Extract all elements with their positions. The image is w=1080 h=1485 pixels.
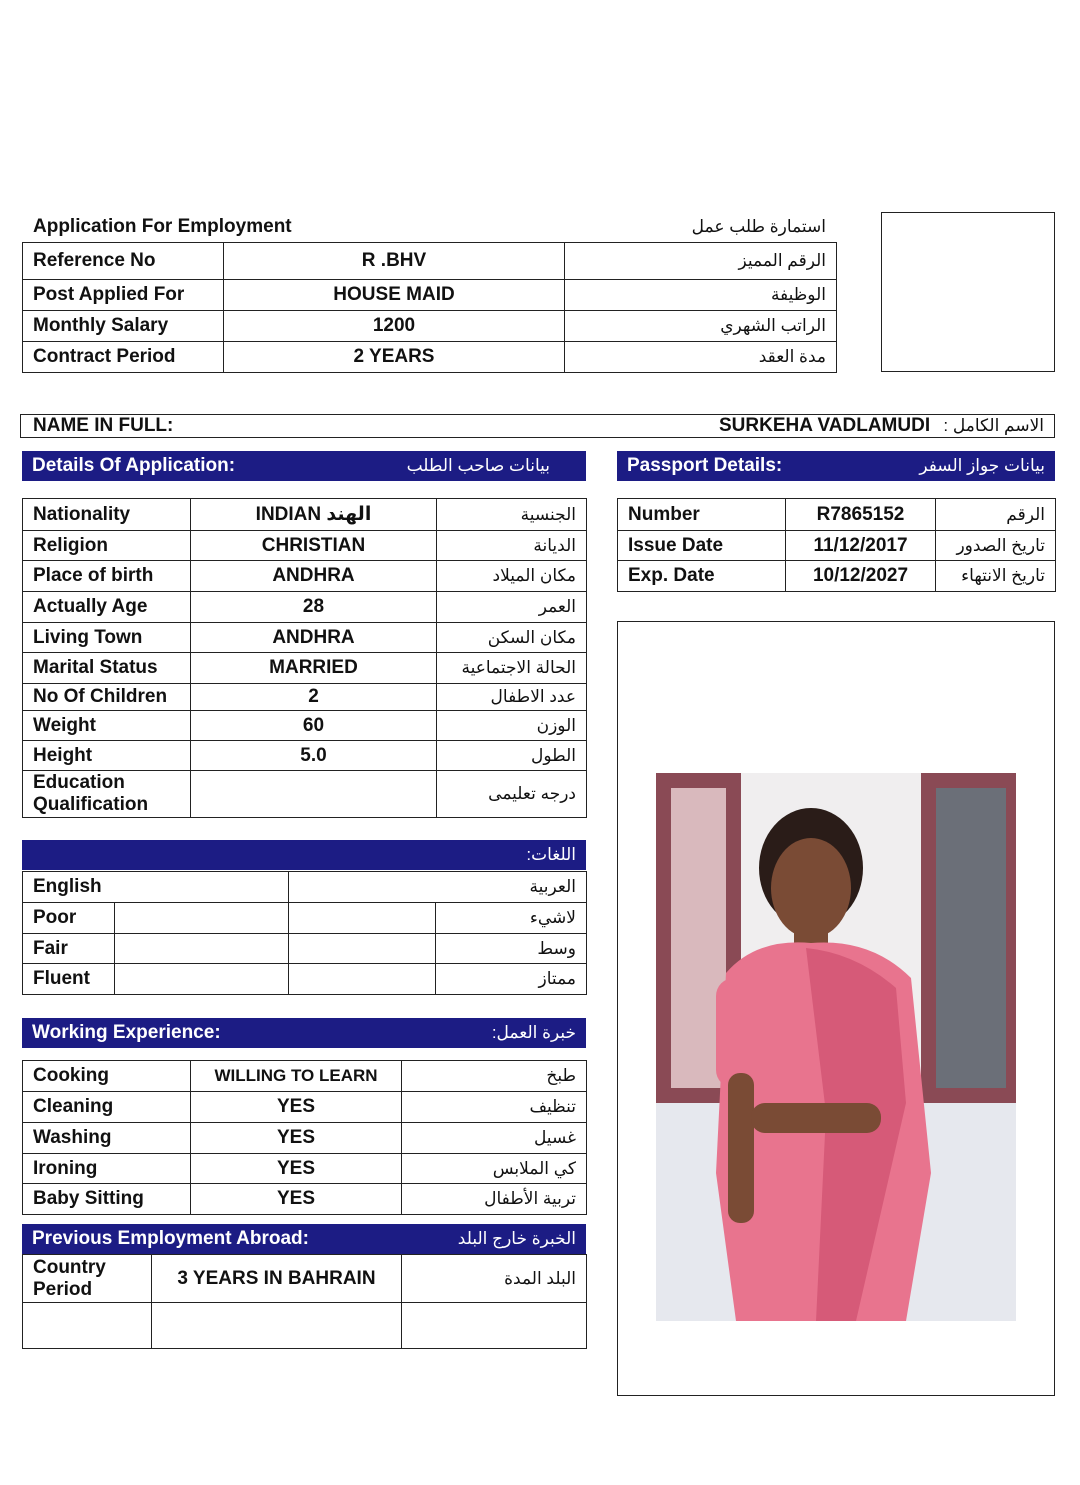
height-arabic: الطول: [437, 741, 587, 771]
contract-label: Contract Period: [23, 342, 224, 373]
post-label-arabic: الوظيفة: [565, 280, 837, 311]
exp-date-value: 10/12/2027: [786, 561, 936, 592]
children-value: 2: [191, 684, 437, 711]
applicant-photo-illustration: [656, 773, 1016, 1321]
table-row: [23, 280, 837, 311]
reference-label: Reference No: [23, 243, 224, 280]
nationality-label: Nationality: [23, 499, 191, 531]
table-row: [23, 342, 837, 373]
weight-arabic: الوزن: [437, 711, 587, 741]
table-row: [23, 964, 587, 995]
salary-label: Monthly Salary: [23, 311, 224, 342]
ironing-value: YES: [191, 1154, 402, 1184]
level-fluent-english: [115, 964, 289, 995]
cleaning-value: YES: [191, 1092, 402, 1123]
details-header-bar: [22, 451, 586, 481]
height-value: 5.0: [191, 741, 437, 771]
nationality-arabic: الجنسية: [437, 499, 587, 531]
empty-cell: [402, 1303, 587, 1349]
birthplace-label: Place of birth: [23, 561, 191, 592]
living-town-label: Living Town: [23, 623, 191, 653]
details-title-arabic: بيانات صاحب الطلب: [406, 456, 550, 475]
top-info-table: [22, 242, 837, 373]
experience-header-bar: [22, 1018, 586, 1048]
washing-value: YES: [191, 1123, 402, 1154]
contract-value: 2 YEARS: [224, 342, 565, 373]
passport-number-arabic: الرقم: [936, 499, 1056, 531]
cooking-arabic: طبخ: [402, 1061, 587, 1092]
living-town-arabic: مكان السكن: [437, 623, 587, 653]
age-label: Actually Age: [23, 592, 191, 623]
baby-sitting-arabic: تربية الأطفال: [402, 1184, 587, 1215]
table-row: [23, 1123, 587, 1154]
children-label: No Of Children: [23, 684, 191, 711]
nationality-value: INDIAN الهند: [191, 499, 437, 531]
weight-label: Weight: [23, 711, 191, 741]
full-name-value: SURKEHA VADLAMUDI: [719, 415, 931, 436]
table-row: [23, 684, 587, 711]
ironing-arabic: كي الملابس: [402, 1154, 587, 1184]
marital-value: MARRIED: [191, 653, 437, 684]
form-title-arabic: استمارة طلب عمل: [691, 217, 826, 236]
level-fair-label: Fair: [23, 934, 115, 964]
religion-value: CHRISTIAN: [191, 531, 437, 561]
baby-sitting-label: Baby Sitting: [23, 1184, 191, 1215]
table-row: [618, 499, 1056, 531]
table-row: [23, 311, 837, 342]
passport-title-arabic: بيانات جواز السفر: [919, 456, 1045, 475]
table-row: [23, 1154, 587, 1184]
languages-header-bar: [22, 840, 586, 870]
passport-title: Passport Details:: [627, 455, 783, 476]
experience-table: [22, 1060, 587, 1215]
cleaning-label: Cleaning: [23, 1092, 191, 1123]
table-row: [23, 1303, 587, 1349]
education-label: Education Qualification: [23, 771, 191, 818]
passport-header-bar: [617, 451, 1055, 481]
table-row: [618, 561, 1056, 592]
table-row: [23, 711, 587, 741]
living-town-value: ANDHRA: [191, 623, 437, 653]
table-row: [23, 771, 587, 818]
country-period-arabic: البلد المدة: [402, 1255, 587, 1303]
height-label: Height: [23, 741, 191, 771]
languages-title-arabic: اللغات:: [526, 845, 576, 864]
children-arabic: عدد الاطفال: [437, 684, 587, 711]
level-poor-arabic: لاشيء: [436, 903, 587, 934]
education-value: [191, 771, 437, 818]
issue-date-arabic: تاريخ الصدور: [936, 531, 1056, 561]
religion-label: Religion: [23, 531, 191, 561]
table-row: [23, 741, 587, 771]
level-fair-arabic-cell: [289, 934, 436, 964]
experience-title-arabic: خبرة العمل:: [491, 1023, 576, 1042]
level-poor-label: Poor: [23, 903, 115, 934]
country-period-value: 3 YEARS IN BAHRAIN: [152, 1255, 402, 1303]
table-row: [23, 1061, 587, 1092]
ironing-label: Ironing: [23, 1154, 191, 1184]
table-row: [23, 561, 587, 592]
table-row: [23, 499, 587, 531]
language-arabic-label: العربية: [289, 872, 587, 903]
level-poor-english: [115, 903, 289, 934]
level-fluent-arabic: ممتاز: [436, 964, 587, 995]
post-label: Post Applied For: [23, 280, 224, 311]
baby-sitting-value: YES: [191, 1184, 402, 1215]
level-fair-english: [115, 934, 289, 964]
previous-table: [22, 1254, 587, 1349]
table-row: [23, 592, 587, 623]
level-fluent-label: Fluent: [23, 964, 115, 995]
table-row: [23, 1184, 587, 1215]
level-fluent-arabic-cell: [289, 964, 436, 995]
marital-label: Marital Status: [23, 653, 191, 684]
table-row: [23, 653, 587, 684]
full-name-row: [20, 414, 1055, 438]
table-row: [618, 531, 1056, 561]
table-row: [23, 1255, 587, 1303]
full-name-label: NAME IN FULL:: [33, 415, 174, 436]
empty-cell: [152, 1303, 402, 1349]
passport-table: [617, 498, 1056, 592]
previous-header-bar: [22, 1224, 586, 1254]
table-row: [23, 531, 587, 561]
age-arabic: العمر: [437, 592, 587, 623]
details-title: Details Of Application:: [32, 455, 236, 476]
table-row: [23, 934, 587, 964]
cleaning-arabic: تنظيف: [402, 1092, 587, 1123]
religion-arabic: الديانة: [437, 531, 587, 561]
photo-box-small: [881, 212, 1055, 372]
details-table: [22, 498, 587, 818]
applicant-photo: [656, 773, 1016, 1321]
languages-table: [22, 871, 587, 995]
table-row: [23, 243, 837, 280]
weight-value: 60: [191, 711, 437, 741]
exp-date-arabic: تاريخ الانتهاء: [936, 561, 1056, 592]
level-fair-arabic: وسط: [436, 934, 587, 964]
marital-arabic: الحالة الاجتماعية: [437, 653, 587, 684]
passport-number-label: Number: [618, 499, 786, 531]
experience-title: Working Experience:: [32, 1022, 221, 1043]
previous-title: Previous Employment Abroad:: [32, 1228, 309, 1249]
previous-title-arabic: الخبرة خارج البلد: [457, 1229, 576, 1248]
birthplace-value: ANDHRA: [191, 561, 437, 592]
table-row: [23, 1092, 587, 1123]
birthplace-arabic: مكان الميلاد: [437, 561, 587, 592]
exp-date-label: Exp. Date: [618, 561, 786, 592]
cooking-value: WILLING TO LEARN: [191, 1061, 402, 1092]
washing-arabic: غسيل: [402, 1123, 587, 1154]
post-value: HOUSE MAID: [224, 280, 565, 311]
table-row: [23, 872, 587, 903]
table-row: [23, 623, 587, 653]
passport-number-value: R7865152: [786, 499, 936, 531]
form-title: Application For Employment: [33, 216, 292, 237]
reference-label-arabic: الرقم المميز: [565, 243, 837, 280]
reference-value: R .BHV: [224, 243, 565, 280]
country-period-label: Country Period: [23, 1255, 152, 1303]
issue-date-label: Issue Date: [618, 531, 786, 561]
table-row: [23, 903, 587, 934]
washing-label: Washing: [23, 1123, 191, 1154]
age-value: 28: [191, 592, 437, 623]
level-poor-arabic-cell: [289, 903, 436, 934]
issue-date-value: 11/12/2017: [786, 531, 936, 561]
salary-value: 1200: [224, 311, 565, 342]
contract-label-arabic: مدة العقد: [565, 342, 837, 373]
cooking-label: Cooking: [23, 1061, 191, 1092]
education-arabic: درجه تعليمى: [437, 771, 587, 818]
empty-cell: [23, 1303, 152, 1349]
language-english-label: English: [23, 872, 289, 903]
full-name-label-arabic: الاسم الكامل :: [943, 416, 1044, 435]
salary-label-arabic: الراتب الشهري: [565, 311, 837, 342]
